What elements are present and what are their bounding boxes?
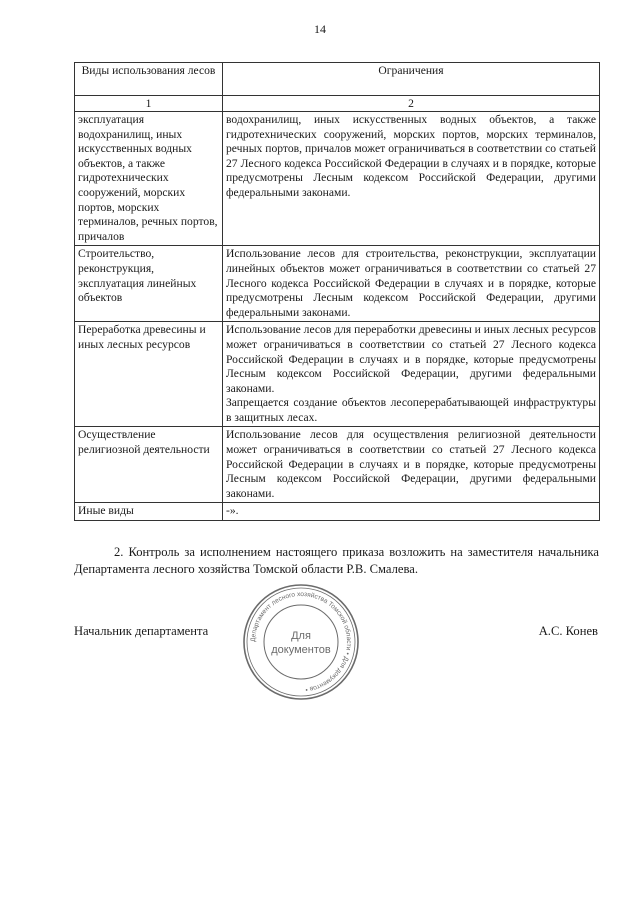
stamp-ring-text: Департамент лесного хозяйства Томской области • Для документов • [249, 590, 353, 693]
restrictions-table [74, 62, 600, 521]
header-restrictions: Ограничения [223, 63, 600, 96]
header-usage-types: Виды использования лесов [75, 63, 223, 96]
restriction-cell: Использование лесов для осуществления религиозной деятельности может ограничиваться в соответствии со статьей 27 Лесного кодекса Российской Федерации в случаях и в порядке, которые предусмотрены Лесным кодексом Российской Федерации, другими федеральными законами. [223, 427, 600, 503]
table-row [75, 112, 600, 246]
restriction-cell: водохранилищ, иных искусственных водных объектов, а также гидротехнических сооружений, морских портов, морских терминалов, речных портов, причалов может ограничиваться в соответствии со статьей 27 Лесного кодекса Российской Федерации в случаях и в порядке, которые предусмотрены Лесным кодексом Российской Федерации, другими федеральными законами. [223, 112, 600, 246]
column-numbers-row [75, 96, 600, 112]
stamp-seal [242, 583, 360, 701]
column-number-2: 2 [223, 96, 600, 112]
signatory-title: Начальник департамента [74, 624, 209, 638]
restriction-text: Использование лесов для переработки древесины и иных лесных ресурсов может ограничиваться в соответствии со статьей 27 Лесного кодекса Российской Федерации в случаях и в порядке, которые предусмотрены Лесным кодексом Российской Федерации, другими федеральными законами. [226, 323, 596, 395]
table-row [75, 246, 600, 322]
restriction-extra-text: Запрещается создание объектов лесоперерабатывающей инфраструктуры в защитных лесах. [226, 396, 596, 424]
restriction-cell [223, 322, 600, 427]
usage-type-cell: Переработка древесины и иных лесных ресурсов [75, 322, 223, 427]
table-row [75, 322, 600, 427]
table-header-row [75, 63, 600, 96]
signatory-name: А.С. Конев [538, 624, 598, 638]
column-number-1: 1 [75, 96, 223, 112]
table-row [75, 427, 600, 503]
restriction-cell: -». [223, 503, 600, 521]
usage-type-cell: Иные виды [75, 503, 223, 521]
stamp-line-2: документов [271, 644, 331, 656]
usage-type-cell: эксплуатация водохранилищ, иных искусственных водных объектов, а также гидротехнических сооружений, морских портов, морских терминалов, речных портов, причалов [75, 112, 223, 246]
stamp-line-1: Для [291, 630, 311, 642]
usage-type-cell: Строительство, реконструкция, эксплуатация линейных объектов [75, 246, 223, 322]
usage-type-cell: Осуществление религиозной деятельности [75, 427, 223, 503]
page-number: 14 [314, 22, 326, 36]
restriction-cell: Использование лесов для строительства, реконструкции, эксплуатации линейных объектов может ограничиваться в соответствии со статьей 27 Лесного кодекса Российской Федерации в случаях и в порядке, которые предусмотрены Лесным кодексом Российской Федерации, другими федеральными законами. [223, 246, 600, 322]
table-row [75, 503, 600, 521]
control-paragraph: 2. Контроль за исполнением настоящего приказа возложить на заместителя начальника Департамента лесного хозяйства Томской области Р.В. Смалева. [74, 545, 599, 576]
